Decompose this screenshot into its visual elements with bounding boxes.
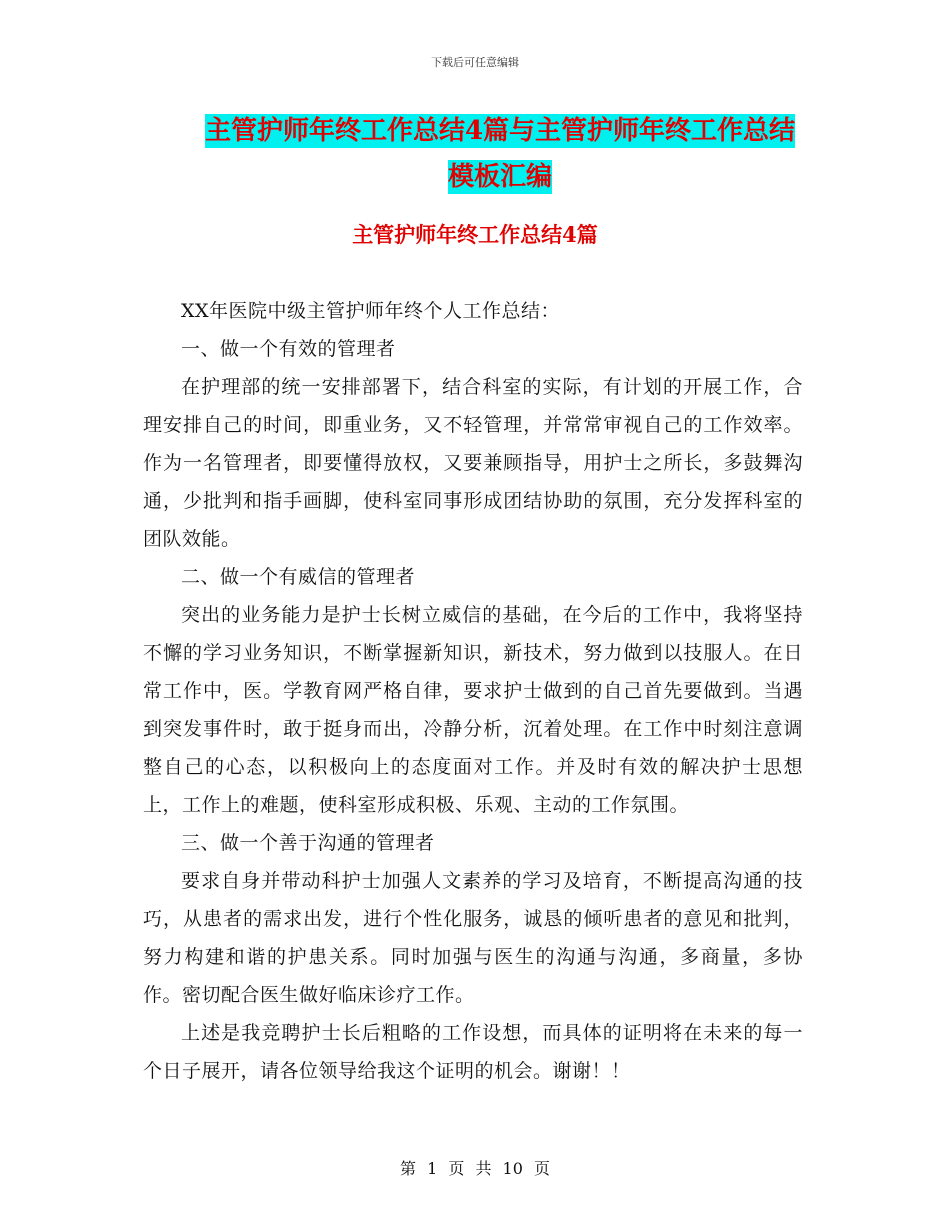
paragraph-closing: 上述是我竞聘护士长后粗略的工作设想，而具体的证明将在未来的每一个日子展开，请各位领导给我这个证明的机会。谢谢！！ [143,1022,803,1082]
heading-point-1: 一、做一个有效的管理者 [181,338,396,360]
document-title-line-1: 主管护师年终工作总结4篇与主管护师年终工作总结 [204,116,796,146]
paragraph-point-1: 在护理部的统一安排部署下，结合科室的实际，有计划的开展工作，合理安排自己的时间，即重业务，又不轻管理，并常常审视自己的工作效率。作为一名管理者，即要懂得放权，又要兼顾指导，用护士之所长，多鼓舞沟通，少批判和指手画脚，使科室同事形成团结协助的氛围，充分发挥科室的团队效能。 [143,376,803,550]
document-title [150,108,850,200]
paragraph-point-3: 要求自身并带动科护士加强人文素养的学习及培育，不断提高沟通的技巧，从患者的需求出发，进行个性化服务，诚恳的倾听患者的意见和批判，努力构建和谐的护患关系。同时加强与医生的沟通与沟通，多商量，多协作。密切配合医生做好临床诊疗工作。 [143,870,803,1006]
page-number-footer: 第 1 页 共 10 页 [400,1159,550,1178]
paragraph-point-2: 突出的业务能力是护士长树立威信的基础，在今后的工作中，我将坚持不懈的学习业务知识，不断掌握新知识，新技术，努力做到以技服人。在日常工作中，医。学教育网严格自律，要求护士做到的自己首先要做到。当遇到突发事件时，敢于挺身而出，冷静分析，沉着处理。在工作中时刻注意调整自己的心态，以积极向上的态度面对工作。并及时有效的解决护士思想上，工作上的难题，使科室形成积极、乐观、主动的工作氛围。 [143,604,803,816]
document-body [143,292,803,1090]
paragraph-intro: XX年医院中级主管护师年终个人工作总结： [181,300,561,322]
heading-point-3: 三、做一个善于沟通的管理者 [181,832,435,854]
document-title-line-2: 模板汇编 [447,162,552,192]
heading-point-2: 二、做一个有威信的管理者 [181,566,416,588]
section-title: 主管护师年终工作总结4篇 [352,222,598,247]
header-note: 下载后可任意编辑 [431,56,519,69]
